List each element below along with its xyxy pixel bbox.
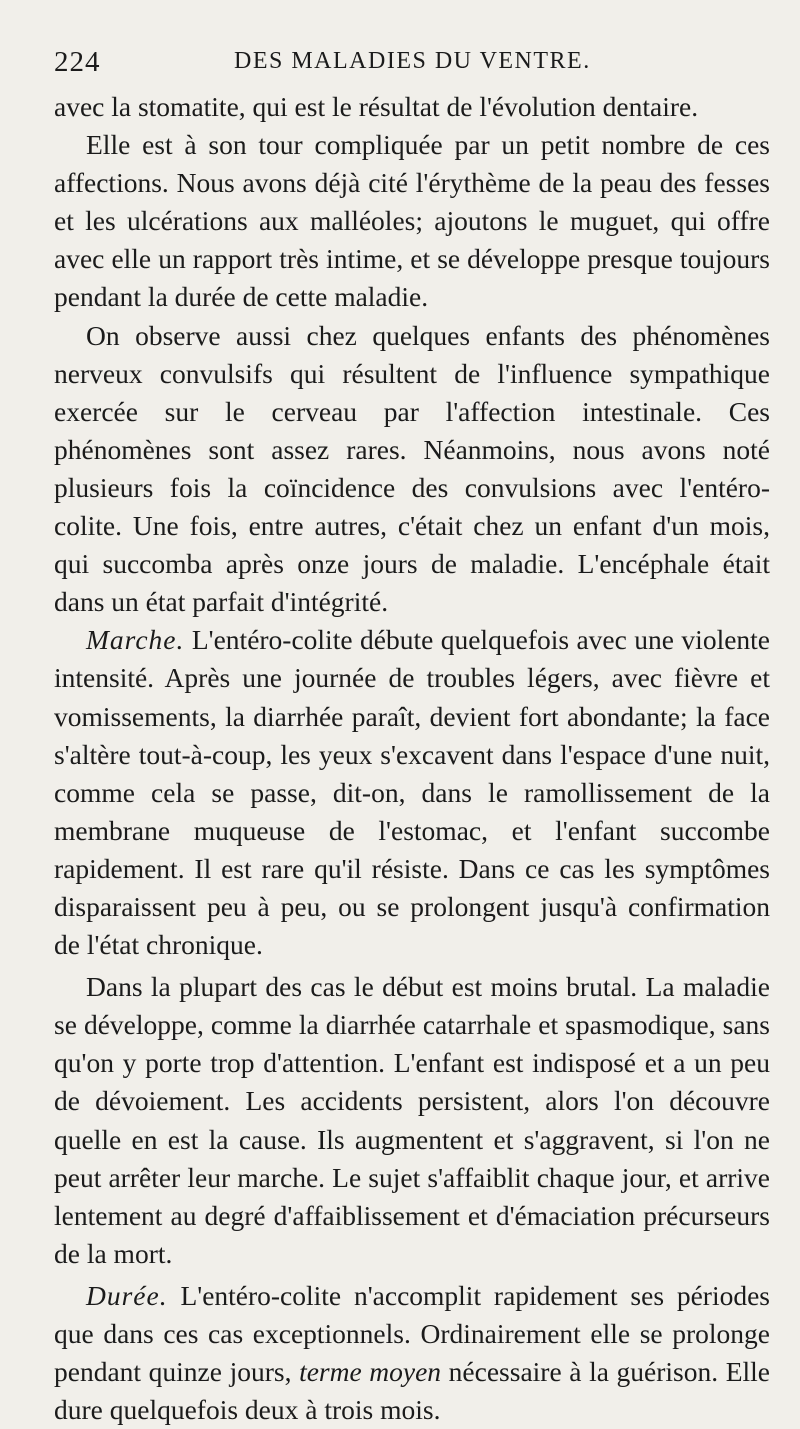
paragraph-text: L'entéro-colite n'accomplit rapidement ses périodes que dans ces cas exceptionnels. Ordinairement elle se prolonge pendant quinze jours, (54, 1279, 771, 1388)
paragraph (54, 317, 770, 622)
paragraph-text: On observe aussi chez quelques enfants des phénomènes nerveux convulsifs qui résultent de l'influence sympathique exercée sur le cerveau par l'affection intestinale. Ces phénomènes sont assez rares. Néanmoins, nous avons noté plusieurs fois la coïncidence des convulsions avec l'entéro-colite. Une fois, entre autres, c'était chez un enfant d'un mois, qui succomba après onze jours de maladie. L'encéphale était dans un état parfait d'intégrité. (54, 319, 770, 618)
paragraph-text: Dans la plupart des cas le début est moins brutal. La maladie se développe, comme la diarrhée catarrhale et spasmodique, sans qu'on y porte trop d'attention. L'enfant est indisposé et a un peu de dévoiement. Les accidents persistent, alors l'on découvre quelle en est la cause. Ils augmentent et s'aggravent, si l'on ne peut arrêter leur marche. Le sujet s'affaiblit chaque jour, et arrive lentement au degré d'affaiblissement et d'émaciation précurseurs de la mort. (54, 971, 770, 1269)
section-lead-duree: Durée. (86, 1279, 168, 1311)
section-lead-marche: Marche. (86, 624, 185, 656)
paragraph (54, 126, 770, 316)
page-number: 224 (54, 46, 101, 78)
paragraph-continuation (54, 88, 770, 126)
paragraph (54, 968, 770, 1273)
paragraph-text-after: nécessaire à la guérison. Elle dure quelquefois deux à trois mois. (54, 1356, 771, 1426)
paragraph-text: avec la stomatite, qui est le résultat de l'évolution dentaire. (54, 91, 699, 122)
italic-phrase: terme moyen (299, 1356, 442, 1388)
paragraph-text: L'entéro-colite débute quelquefois avec une violente intensité. Après une journée de troubles légers, avec fièvre et vomissements, la diarrhée paraît, devient fort abondante; la face s'altère tout-à-coup, les yeux s'excavent dans l'espace d'une nuit, comme cela se passe, dit-on, dans le ramollissement de la membrane muqueuse de l'estomac, et l'enfant succombe rapidement. Il est rare qu'il résiste. Dans ce cas les symptômes disparaissent peu à peu, ou se prolongent jusqu'à confirmation de l'état chronique. (54, 624, 771, 961)
page-header (54, 40, 770, 88)
paragraph-marche (54, 621, 770, 964)
running-title: DES MALADIES DU VENTRE. (234, 48, 591, 74)
body-text (54, 88, 770, 1429)
paragraph-text: Elle est à son tour compliquée par un petit nombre de ces affections. Nous avons déjà cité l'érythème de la peau des fesses et les ulcérations aux malléoles; ajoutons le muguet, qui offre avec elle un rapport très intime, et se développe presque toujours pendant la durée de cette maladie. (54, 129, 770, 313)
paragraph-duree (54, 1277, 770, 1429)
